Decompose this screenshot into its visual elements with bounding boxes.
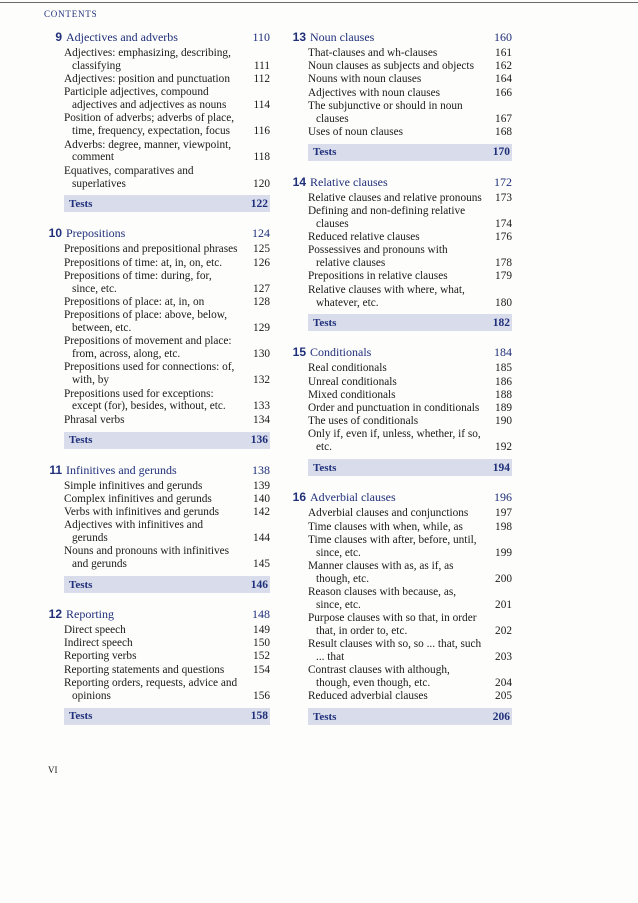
chapter-heading[interactable] [286,30,512,46]
chapter-title: Adjectives and adverbs [66,30,178,44]
entry-page: 188 [495,388,512,401]
tests-label: Tests [69,578,93,591]
entry-page: 127 [253,282,270,295]
entry-page: 118 [253,151,270,164]
entry-page: 133 [253,400,270,413]
toc-entry[interactable] [64,86,270,112]
entry-title: Adjectives with infinitives and gerunds [64,519,203,545]
entry-title: Reporting verbs [64,650,137,663]
entry-title: Reason clauses with because, as, since, etc. [308,585,457,611]
entry-title: Real conditionals [308,362,387,375]
toc-entry[interactable] [308,690,512,703]
entry-title: Prepositions used for exceptions: except (for), besides, without, etc. [64,387,226,413]
toc-entry[interactable] [64,388,270,414]
entry-page: 164 [495,73,512,86]
tests-label: Tests [313,461,337,474]
toc-entry[interactable] [308,612,512,638]
entry-page: 179 [495,270,512,283]
chapter-heading[interactable] [42,226,270,242]
entry-title: Indirect speech [64,637,133,650]
entry-page: 168 [495,125,512,138]
entry-title: Prepositions used for connections: of, with, by [64,361,235,387]
toc-entry[interactable] [64,47,270,73]
page-header: CONTENTS [44,9,98,19]
entry-page: 199 [495,546,512,559]
entry-page: 201 [495,598,512,611]
toc-entry[interactable] [64,257,270,270]
toc-entry[interactable] [64,112,270,138]
chapter-section [42,607,270,725]
entry-page: 144 [253,532,270,545]
entry-title: Adjectives: position and punctuation [64,73,230,86]
entry-page: 166 [495,86,512,99]
entry-title: Noun clauses as subjects and objects [308,60,474,73]
tests-label: Tests [313,146,337,159]
chapter-section [286,175,512,332]
chapter-page: 172 [494,174,512,189]
toc-entry[interactable] [308,664,512,690]
entry-page: 116 [253,125,270,138]
tests-page: 170 [492,146,510,159]
toc-entry[interactable] [64,664,270,677]
tests-bar[interactable] [308,314,512,331]
tests-bar[interactable] [64,432,270,449]
page-number: VI [48,765,58,775]
tests-bar[interactable] [308,459,512,476]
toc-entry[interactable] [308,192,512,205]
entry-page: 129 [253,322,270,335]
entry-page: 152 [253,650,270,663]
entry-page: 142 [253,505,270,518]
entry-title: Complex infinitives and gerunds [64,492,212,505]
tests-page: 158 [250,710,268,723]
entry-page: 128 [253,295,270,308]
toc-entry[interactable] [64,677,270,703]
entry-title: Nouns with noun clauses [308,73,422,86]
toc-entry[interactable] [64,165,270,191]
toc-entry[interactable] [64,650,270,663]
toc-entry[interactable] [64,335,270,361]
toc-entry[interactable] [64,243,270,256]
entry-page: 197 [495,507,512,520]
entry-page: 149 [253,624,270,637]
toc-entry[interactable] [308,376,512,389]
toc-entry[interactable] [308,638,512,664]
toc-entry[interactable] [308,100,512,126]
entry-title: Manner clauses with as, as if, as though, etc. [308,559,454,585]
chapter-number: 13 [292,30,306,44]
tests-page: 194 [492,461,510,474]
chapter-section [42,30,270,212]
tests-bar[interactable] [308,144,512,161]
toc-entry[interactable] [308,87,512,100]
tests-page: 136 [250,434,268,447]
chapter-title: Noun clauses [310,30,375,44]
chapter-title: Infinitives and gerunds [66,462,177,477]
entry-page: 134 [253,413,270,426]
chapter-section [42,226,270,448]
contents-column-left [42,30,270,739]
toc-entry[interactable] [308,231,512,244]
entry-title: Order and punctuation in conditionals [308,402,480,415]
entry-page: 198 [495,520,512,533]
toc-entry[interactable] [64,637,270,650]
entry-page: 132 [253,374,270,387]
entry-page: 189 [495,402,512,415]
entry-page: 186 [495,375,512,388]
entry-title: Reduced adverbial clauses [308,690,428,703]
chapter-page: 124 [252,226,270,241]
chapter-page: 184 [494,345,512,360]
entry-page: 192 [495,441,512,454]
entry-title: Nouns and pronouns with infinitives and gerunds [64,545,230,571]
chapter-title: Reporting [66,607,114,622]
entry-title: Time clauses with after, before, until, since, etc. [308,533,477,559]
chapter-heading[interactable] [286,345,512,361]
toc-entry[interactable] [64,309,270,335]
chapter-number: 12 [48,607,62,622]
entry-title: Mixed conditionals [308,388,396,401]
toc-entry[interactable] [308,60,512,73]
toc-entry[interactable] [308,47,512,60]
chapter-heading[interactable] [42,30,270,46]
toc-entry[interactable] [64,545,270,571]
chapter-page: 148 [252,607,270,622]
chapter-title: Relative clauses [310,174,388,189]
entry-page: 178 [495,257,512,270]
toc-entry[interactable] [64,624,270,637]
entry-title: Uses of noun clauses [308,125,404,138]
entry-title: Prepositions of time: at, in, on, etc. [64,256,223,269]
toc-entry[interactable] [64,480,270,493]
entry-title: Equatives, comparatives and superlatives [64,164,194,190]
tests-page: 206 [492,710,510,723]
entry-title: Contrast clauses with although, though, even though, etc. [308,664,450,690]
chapter-section [286,345,512,476]
toc-entry[interactable] [64,506,270,519]
chapter-title: Conditionals [310,345,372,360]
entry-title: Relative clauses and relative pronouns [308,191,482,204]
entry-page: 156 [253,689,270,702]
chapter-heading[interactable] [42,607,270,623]
entry-page: 205 [495,690,512,703]
tests-label: Tests [313,710,337,723]
entry-page: 111 [253,59,270,72]
entry-page: 154 [253,663,270,676]
toc-entry[interactable] [308,205,512,231]
entry-title: Time clauses with when, while, as [308,520,463,533]
entry-page: 174 [495,217,512,230]
tests-label: Tests [69,197,93,210]
entry-page: 126 [253,256,270,269]
entry-page: 167 [495,112,512,125]
entry-title: Possessives and pronouns with relative clauses [308,244,448,270]
chapter-page: 110 [252,30,270,44]
tests-label: Tests [69,434,93,447]
entry-page: 145 [253,558,270,571]
toc-entry[interactable] [308,428,512,454]
entry-title: Position of adverbs; adverbs of place, time, frequency, expectation, focus [64,112,235,138]
toc-entry[interactable] [308,362,512,375]
entry-title: Reduced relative clauses [308,231,420,244]
chapter-number: 11 [49,462,62,477]
entry-page: 202 [495,624,512,637]
toc-entry[interactable] [64,493,270,506]
entry-title: Reporting orders, requests, advice and opinions [64,676,238,702]
toc-entry[interactable] [308,73,512,86]
entry-title: Relative clauses with where, what, whatever, etc. [308,283,465,309]
entry-title: Unreal conditionals [308,375,397,388]
chapter-heading[interactable] [42,463,270,479]
entry-page: 204 [495,677,512,690]
tests-label: Tests [69,710,93,723]
chapter-heading[interactable] [286,175,512,191]
tests-label: Tests [313,316,337,329]
toc-entry[interactable] [308,402,512,415]
chapter-heading[interactable] [286,490,512,506]
chapter-section [286,30,512,161]
chapter-page: 160 [494,30,512,44]
entry-page: 140 [253,492,270,505]
toc-entry[interactable] [64,73,270,86]
entry-page: 176 [495,231,512,244]
chapter-number: 14 [292,174,306,189]
chapter-section [286,490,512,725]
entry-page: 190 [495,415,512,428]
toc-entry[interactable] [308,507,512,520]
toc-entry[interactable] [308,534,512,560]
entry-title: Adjectives with noun clauses [308,86,441,99]
entry-title: Simple infinitives and gerunds [64,479,203,492]
entry-title: Prepositions of movement and place: from, across, along, etc. [64,335,232,361]
toc-entry[interactable] [64,296,270,309]
entry-page: 203 [495,651,512,664]
entry-title: Participle adjectives, compound adjectives and adjectives as nouns [64,86,227,112]
entry-title: Prepositions in relative clauses [308,270,448,283]
entry-title: The uses of conditionals [308,415,419,428]
entry-title: Reporting statements and questions [64,663,225,676]
entry-title: Adjectives: emphasizing, describing, classifying [64,47,231,72]
entry-title: Verbs with infinitives and gerunds [64,505,219,518]
top-rule [0,2,638,3]
entry-title: Purpose clauses with so that, in order that, in order to, etc. [308,612,477,637]
chapter-section [42,463,270,594]
tests-page: 146 [250,578,268,591]
entry-page: 200 [495,572,512,585]
tests-bar[interactable] [64,195,270,212]
entry-title: Prepositions of place: above, below, between, etc. [64,309,228,335]
entry-title: Prepositions and prepositional phrases [64,243,238,256]
entry-title: Phrasal verbs [64,413,125,426]
tests-bar[interactable] [64,576,270,593]
chapter-number: 15 [292,345,306,360]
chapter-title: Adverbial clauses [310,490,396,505]
chapter-number: 16 [292,490,306,505]
chapter-number: 10 [48,226,62,241]
entry-page: 173 [495,191,512,204]
entry-title: That-clauses and wh-clauses [308,47,438,59]
toc-entry[interactable] [308,389,512,402]
toc-entry[interactable] [308,270,512,283]
entry-page: 120 [253,177,270,190]
toc-entry[interactable] [308,521,512,534]
entry-page: 125 [253,243,270,256]
chapter-page: 196 [494,490,512,505]
chapter-title: Prepositions [66,226,126,241]
entry-page: 114 [253,99,270,112]
entry-title: Prepositions of time: during, for, since, etc. [64,269,212,295]
entry-title: Direct speech [64,624,126,637]
entry-title: Prepositions of place: at, in, on [64,295,205,308]
entry-page: 180 [495,296,512,309]
entry-page: 139 [253,479,270,492]
entry-page: 161 [495,47,512,59]
toc-entry[interactable] [64,361,270,387]
entry-title: The subjunctive or should in noun clauses [308,99,463,125]
toc-entry[interactable] [64,414,270,427]
entry-page: 150 [253,637,270,650]
contents-column-right [286,30,512,739]
toc-entry[interactable] [308,284,512,310]
tests-page: 182 [492,316,510,329]
entry-page: 185 [495,362,512,375]
entry-title: Defining and non-defining relative clauses [308,205,466,230]
entry-page: 112 [253,73,270,86]
toc-entry[interactable] [308,586,512,612]
entry-page: 130 [253,348,270,361]
chapter-number: 9 [55,30,62,44]
toc-entry[interactable] [308,560,512,586]
tests-page: 122 [250,197,268,210]
entry-title: Adverbial clauses and conjunctions [308,507,469,520]
entry-page: 162 [495,60,512,73]
toc-entry[interactable] [308,244,512,270]
toc-entry[interactable] [308,415,512,428]
toc-entry[interactable] [64,270,270,296]
entry-title: Adverbs: degree, manner, viewpoint, comment [64,138,232,164]
toc-entry[interactable] [64,519,270,545]
chapter-page: 138 [252,462,270,477]
entry-title: Only if, even if, unless, whether, if so, etc. [308,428,481,454]
entry-title: Result clauses with so, so ... that, such ... that [308,638,482,664]
tests-bar[interactable] [308,708,512,725]
tests-bar[interactable] [64,708,270,725]
toc-entry[interactable] [64,139,270,165]
toc-entry[interactable] [308,126,512,139]
